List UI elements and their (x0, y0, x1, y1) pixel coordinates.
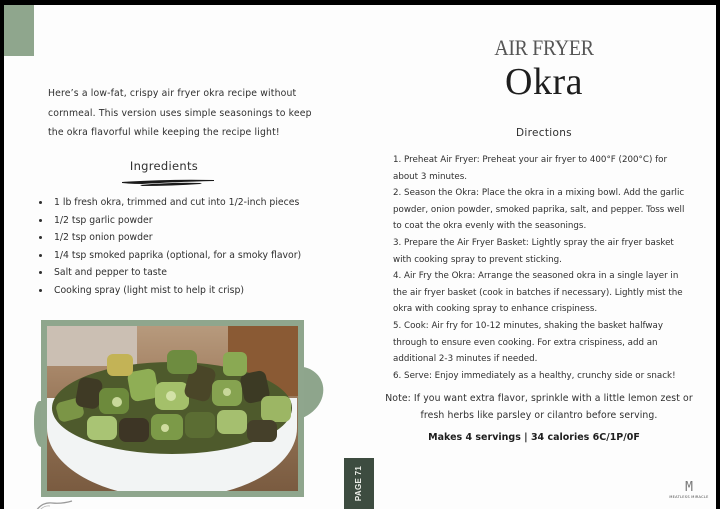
directions-list (393, 152, 693, 384)
title-subheading: AIR FRYER (494, 35, 594, 60)
page-title: Okra (505, 61, 583, 103)
directions-heading: Directions (516, 127, 572, 139)
ingredient-item: 1/2 tsp garlic powder (34, 212, 334, 230)
ingredient-item: 1/2 tsp onion powder (34, 229, 334, 247)
ingredients-heading: Ingredients (129, 159, 199, 173)
recipe-page-spread (4, 5, 716, 509)
brush-underline-icon (122, 178, 214, 188)
intro-paragraph: Here’s a low-fat, crispy air fryer okra recipe without cornmeal. This version uses simple seasonings to keep the okra flavorful while keeping the recipe light! (48, 88, 312, 138)
ingredient-item: Cooking spray (light mist to help it crisp) (34, 282, 334, 300)
brand-logo (664, 481, 714, 499)
servings-nutrition: Makes 4 servings | 34 calories 6C/1P/0F (428, 432, 640, 443)
page-number: PAGE 71 (354, 465, 364, 502)
okra-pile-illustration (47, 340, 298, 466)
direction-step: 1. Preheat Air Fryer: Preheat your air fryer to 400°F (200°C) for about 3 minutes. (393, 155, 668, 182)
ingredients-list (34, 194, 334, 300)
okra-photo (47, 326, 298, 491)
brand-wordmark: MEATLESS MIRACLE (669, 495, 709, 499)
direction-step: 6. Serve: Enjoy immediately as a healthy, crunchy side or snack! (393, 370, 676, 381)
direction-step: 3. Prepare the Air Fryer Basket: Lightly spray the air fryer basket with cooking spray to prevent sticking. (393, 237, 674, 265)
page-number-tab (344, 458, 374, 509)
photo-frame (41, 320, 304, 497)
brush-swirl-icon (34, 500, 74, 509)
ingredient-item: 1 lb fresh okra, trimmed and cut into 1/2-inch pieces (34, 194, 334, 212)
brand-m-icon: M (685, 480, 693, 495)
recipe-photo-block (34, 315, 334, 509)
ingredient-item: 1/4 tsp smoked paprika (optional, for a smoky flavor) (34, 247, 334, 265)
corner-accent-tab (4, 5, 34, 56)
recipe-note: Note: If you want extra flavor, sprinkle with a little lemon zest or fresh herbs like parsley or cilantro before serving. (385, 393, 693, 421)
ingredient-item: Salt and pepper to taste (34, 264, 334, 282)
direction-step: 4. Air Fry the Okra: Arrange the seasoned okra in a single layer in the air fryer basket (cook in batches if necessary). Lightly mist the okra with cooking spray to enhance crispiness. (393, 271, 683, 315)
direction-step: 5. Cook: Air fry for 10-12 minutes, shaking the basket halfway through to ensure even cooking. For extra crispiness, add an additional 2-3 minutes if needed. (393, 320, 664, 365)
direction-step: 2. Season the Okra: Place the okra in a mixing bowl. Add the garlic powder, onion powder, smoked paprika, salt, and pepper. Toss well to coat the okra evenly with the seasonings. (393, 188, 685, 232)
